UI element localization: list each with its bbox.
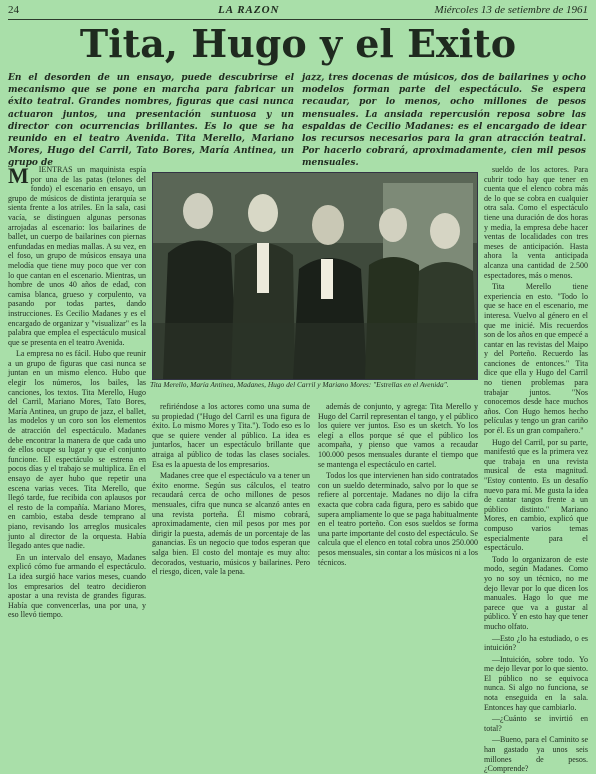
body-paragraph: Madanes cree que el espectáculo va a tener un éxito enorme. Según sus cálculos, el teatro recaudará cerca de ocho millones de pesos mensuales, cifra que nunca se alcanzó antes en una revista porteña. Él mismo cobrará, aproximadamente, cien mil pesos por mes por dirigir la puesta, además de un porcentaje de las ganancias. Es un negocio que todos esperan que salga bien. El costo del montaje es muy alto: decorados, vestuario, músicos y bailarines. Pero el riesgo, dicen, vale la pena. xyxy=(152,471,310,577)
article-photo xyxy=(152,172,478,380)
body-paragraph: —¿Cuánto se invirtió en total? xyxy=(484,714,588,733)
body-paragraph: —Bueno, para el Caminito se han gastado ya unos seis millones de pesos. ¿Comprende? xyxy=(484,735,588,774)
issue-date: Miércoles 13 de setiembre de 1961 xyxy=(434,4,588,16)
body-paragraph: En un intervalo del ensayo, Madanes explicó cómo fue armando el espectáculo. La idea surgió hace varios meses, cuando los empresarios del teatro decidieron apostar a una revista de grandes figuras. Había que convencerlas, una por una, y eso llevó tiempo. xyxy=(8,552,146,620)
lead-paragraph-right: jazz, tres docenas de músicos, dos de bailarines y ocho modelos forman parte del espectáculo. Se espera recaudar, por lo menos, ocho millones de pesos mensuales. La ansiada repercusión reposa sobre las espaldas de Cecilio Madanes: es el encargado de idear los recursos necesarios para la gran atracción teatral. Por hacerlo cobrará, aproximadamente, cien mil pesos mensuales. xyxy=(302,73,586,169)
drop-cap: M xyxy=(8,163,29,188)
body-paragraph: refiriéndose a los actores como una suma de su propiedad ("Hugo del Carril es una figura de éxito. Lo mismo Mores y Tita."). Todo eso es lo que se quiere vender al público. La idea es juntarlos, hacer un espectáculo brillante que atraiga al público de todas las clases sociales. Esa es la apuesta de los empresarios. xyxy=(152,402,310,469)
page-number: 24 xyxy=(8,4,19,16)
body-column-4 xyxy=(484,165,588,774)
body-paragraph: Tita Merello tiene experiencia en esto. "Todo lo que se hace en el escenario, me interesa. Vuelvo al género en el que me inicié. Mis recuerdos son de los años en que empecé a cantar en las revistas del Maipo y del Porteño. Recuerdo las canciones de entonces." Tita dice que ella y Hugo del Carril no tienen problemas para trabajar juntos. "Nos conocemos desde hace muchos años. Con Hugo hemos hecho películas y tengo un gran cariño por él. Es un gran compañero." xyxy=(484,282,588,436)
photo-caption: Tita Merello, María Antinea, Madanes, Hugo del Carril y Mariano Mores: "Estrellas en el Avenida". xyxy=(150,380,449,389)
body-paragraph: —Esto ¿lo ha estudiado, o es intuición? xyxy=(484,633,588,653)
group-photo-image xyxy=(153,173,477,379)
masthead xyxy=(8,4,588,18)
article-headline: Tita, Hugo y el Exito xyxy=(79,21,517,66)
body-paragraph: La empresa no es fácil. Hubo que reunir a un grupo de figuras que casi nunca se juntan en un mismo elenco. Hubo que elegir los números, los bailes, las canciones, los textos. Tita Merello, Hugo del Carril, Mariano Mores, Tato Bores, María Antinea, un grupo de jazz, el ballet, las modelos y un coro son los elementos de atracción del espectáculo. Madanes debe encontrar la manera de que cada uno de ellos ocupe su lugar y que el conjunto funcione. El espectáculo se estrena en pocos días y el trabajo se multiplica. En el ensayo de ayer hubo que repetir una escena varias veces. Tita Merello, que llegó tarde, fue recibida con aplausos por el resto de la compañía. Mariano Mores, en cambio, estaba desde temprano al piano, revisando los arreglos musicales junto al director de la orquesta. Había llegado antes que nadie. xyxy=(8,349,146,551)
body-paragraph: —Intuición, sobre todo. Yo me dejo llevar por lo que siento. El público no se equivoca nunca. Si algo no funciona, se nota enseguida en la sala. Entonces hay que cambiarlo. xyxy=(484,654,588,712)
body-column-1 xyxy=(8,165,146,639)
body-paragraph: además de conjunto, y agrega: Tita Merello y Hugo del Carril representan el tango, y el público los quiere ver juntos. Eso es un sketch. Yo los elegí a ellos porque sé que el público los acompaña, y pienso que vamos a recaudar 100.000 pesos mensuales durante el tiempo que se mantenga el espectáculo en cartel. xyxy=(318,402,478,469)
body-paragraph: sueldo de los actores. Para cubrir todo hay que tener en cuenta que el elenco cobra más de lo que se cobra en cualquier otra sala. Como el espectáculo tiene una duración de dos horas y media, la empresa debe hacer ventas de localidades con tres meses de anticipación. Hasta ahora la venta anticipada alcanza una cantidad de 2.500 espectadores, más o menos. xyxy=(484,165,588,280)
body-paragraph: Todo lo organizaron de este modo, según Madanes. Como yo no soy un técnico, no me dejo llevar por lo que dicen los manuales. Hago lo que me parece que va a gustar al público. Y en esto hay que tener mucho olfato. xyxy=(484,554,588,631)
body-column-2 xyxy=(152,402,310,639)
newspaper-name: LA RAZON xyxy=(218,4,280,16)
masthead-rule xyxy=(8,19,588,20)
lead-paragraph-left: En el desorden de un ensayo, puede descubrirse el mecanismo que se pone en marcha para fabricar un éxito teatral. Grandes nombres, figuras que casi nunca actuaron juntos, una presentación suntuosa y un director con ocurrencias brillantes. Es lo que se ha reunido en el teatro Avenida. Tita Merello, Mariano Mores, Hugo del Carril, Tato Bores, María Antinea, un grupo de xyxy=(8,73,294,169)
body-paragraph: Hugo del Carril, por su parte, manifestó que es la primera vez que trabaja en una revista musical de esta magnitud. "Estoy contento. Es un desafío nuevo para mí. Me gusta la idea de cantar tangos frente a un público distinto." Mariano Mores, en cambio, explicó que compuso varios temas especialmente para el espectáculo. xyxy=(484,437,588,553)
body-column-3 xyxy=(318,402,478,639)
body-paragraph: IENTRAS un maquinista espía por una de las patas (telones del fondo) el escenario en ensayo, un grupo de músicos de distinta jerarquía se sienta frente a los atriles. En la sala, casi vacía, se distinguen algunas personas arrojadas al escenario: los bailarines de ballet, un cuerpo de bailarines con piernas enfundadas en medias mallas. A su vez, en el foso, un grupo de músicos ensaya una melodía que tiene muy poco que ver con lo que cantan en el escenario. Mientras, un hombre de unos 40 años de edad, con camisa blanca, grueso y corpulento, va pasando por todas partes, dando instrucciones. Es Cecilio Madanes y es el encargado de organizar y "visualizar" es la palabra que emplea el espectáculo musical que se presenta en el teatro Avenida. xyxy=(8,165,146,347)
body-paragraph: Todos los que intervienen han sido contratados con un sueldo determinado, salvo por lo que se refiere al porcentaje. Madanes no dijo la cifra exacta que cobra cada figura, pero es sabido que supera ampliamente lo que se paga habitualmente en el teatro porteño. Con esos sueldos se forma una parte importante del costo del espectáculo. Se calcula que el elenco en total cobra unos 250.000 pesos mensuales, sin contar a los músicos ni a los técnicos. xyxy=(318,471,478,567)
